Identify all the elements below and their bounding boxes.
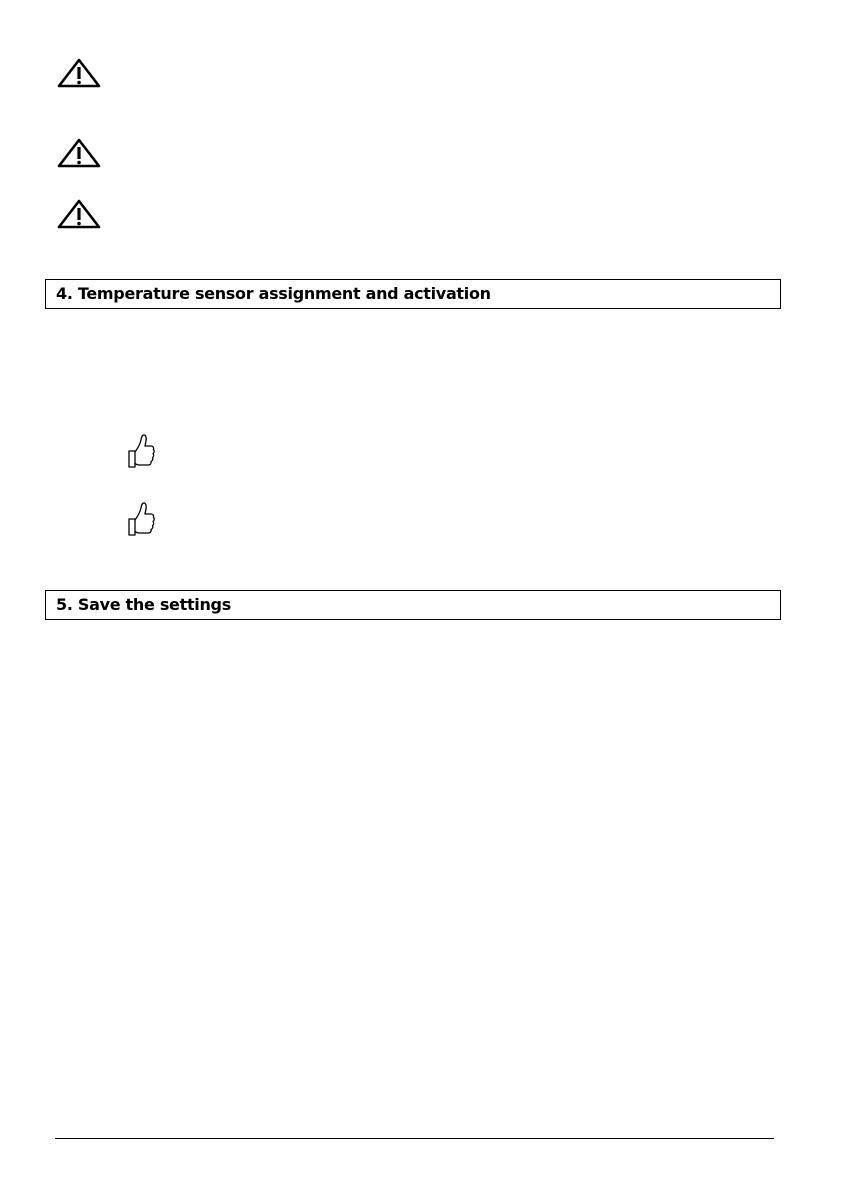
thumbs-up-icon bbox=[126, 432, 156, 470]
thumbs-up-icon bbox=[126, 500, 156, 538]
section-title: 5. Save the settings bbox=[56, 595, 231, 614]
warning-icon bbox=[57, 58, 101, 88]
warning-icon bbox=[57, 199, 101, 229]
warning-icon bbox=[57, 138, 101, 168]
section-title: 4. Temperature sensor assignment and activation bbox=[56, 284, 491, 303]
section-heading bbox=[45, 279, 781, 309]
footer-divider bbox=[55, 1138, 774, 1139]
section-heading bbox=[45, 590, 781, 620]
